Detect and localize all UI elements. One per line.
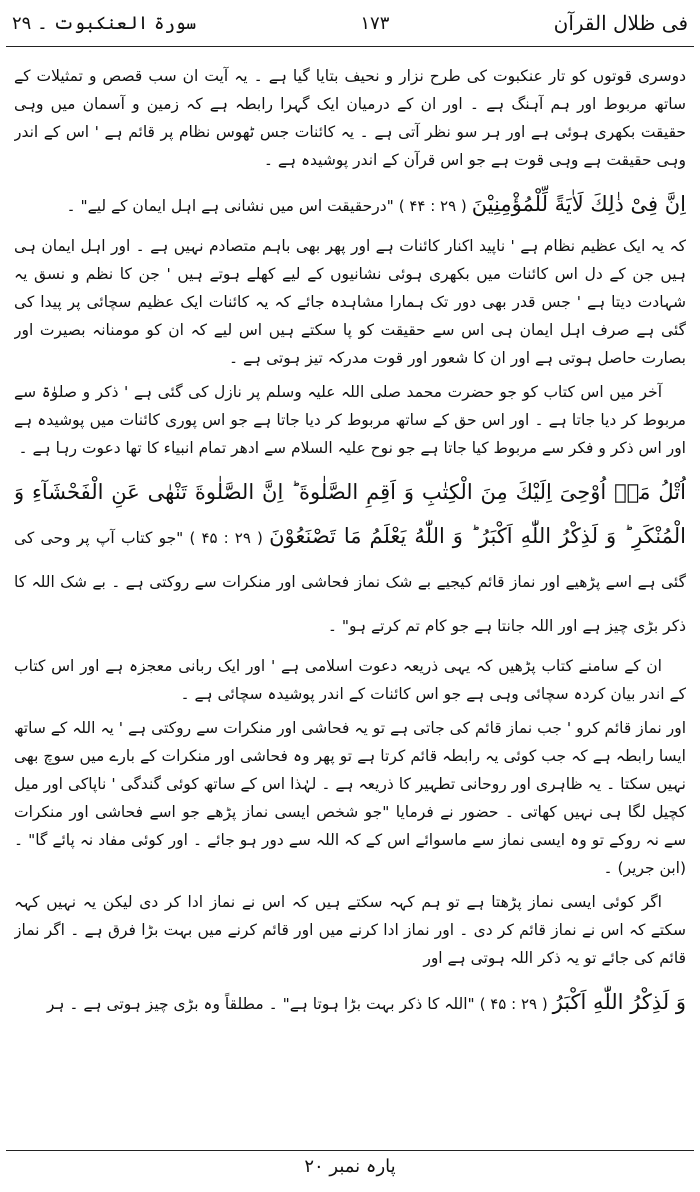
- verse-reference: ( ۲۹ : ۴۵ ): [189, 529, 263, 547]
- verse-translation: "درحقیقت اس میں نشانی ہے اہل ایمان کے لیے" ۔: [66, 197, 394, 215]
- verse-arabic: اِنَّ فِیْ ذٰلِكَ لَاٰیَةً لِّلْمُؤْمِنِیْنَ: [471, 192, 686, 216]
- footer-divider: [6, 1150, 694, 1151]
- paragraph-1: دوسری قوتوں کو تار عنکبوت کی طرح نزار و نحیف بتایا گیا ہے ۔ یہ آیت ان سب قصص و تمثیلات کے ساتھ مربوط اور ہم آہنگ ہے ۔ اور ان کے درمیان ایک گہرا رابطہ ہے کہ زمین و آسمان میں وہی حقیقت بکھری ہوئی ہے اور ہر سو نظر آتی ہے ۔ یہ کائنات جس ٹھوس نظام پر قائم ہے ' اس کے اندر وہی حقیقت ہے وہی قوت ہے جو اس قرآن کے اندر پوشیدہ ہے ۔: [14, 67, 686, 169]
- page-footer: [0, 1156, 700, 1186]
- verse-reference: ( ۲۹ : ۴۴ ): [398, 197, 467, 215]
- verse-block-3: [14, 982, 686, 1026]
- verse-reference: ( ۲۹ : ۴۵ ): [479, 995, 548, 1013]
- header-divider: [6, 46, 694, 47]
- verse-translation: "اللہ کا ذکر بہت بڑا ہوتا ہے" ۔ مطلقاً وہ بڑی چیز ہوتی ہے ۔ ہر: [46, 995, 475, 1013]
- paragraph-4: ان کے سامنے کتاب پڑھیں کہ یہی ذریعہ دعوت اسلامی ہے ' اور ایک ربانی معجزہ ہے اور اس کتاب کے اندر بیان کردہ سچائی وہی ہے جو اس کائنات کے اندر پوشیدہ سچائی ہے ۔: [14, 657, 686, 703]
- page-number: ۱۷۳: [360, 12, 390, 34]
- paragraph-2: کہ یہ ایک عظیم نظام ہے ' ناپید اکنار کائنات ہے اور پھر بھی باہم متصادم نہیں ہے ۔ اور اہل ایمان ہی ہیں جن کے دل اس کائنات میں بکھری ہوئی نشانیوں کے لیے کھلے ہوتے ہیں ' جن کا نظم و نسق یہ شہادت دیتا ہے ' جس قدر بھی دور تک ہمارا مشاہدہ جائے کہ یہ کائنات ایک عظیم سچائی پر پیدا کی گئی ہے صرف اہل ایمان ہی اس سے حقیقت کو پا سکتے ہیں اس لیے کہ ان کو مومنانہ بصیرت اور بصارت حاصل ہوتی ہے اور ان کا شعور اور قوت مدرکہ تیز ہوتی ہے ۔: [14, 237, 686, 367]
- verse-block-2: [14, 472, 686, 648]
- verse-translation: "جو کتاب آپ پر وحی کی گئی ہے اسے پڑھیے اور نماز قائم کیجیے بے شک نماز فحاشی اور منکرات سے روکتی ہے ۔ بے شک اللہ کا ذکر بڑی چیز ہے اور اللہ جانتا ہے جو کام تم کرتے ہو" ۔: [14, 529, 686, 635]
- verse-block-1: [14, 184, 686, 228]
- verse-arabic: وَ لَذِكْرُ اللّٰهِ اَكْبَرُ: [552, 990, 686, 1014]
- book-title: فی ظلال القرآن: [553, 11, 688, 35]
- page-header: [12, 6, 688, 40]
- paragraph-5: اور نماز قائم کرو ' جب نماز قائم کی جاتی ہے تو یہ فحاشی اور منکرات سے روکتی ہے ' یہ اللہ کے ساتھ ایسا رابطہ ہے کہ جب کوئی یہ رابطہ قائم کرتا ہے تو پھر وہ فحاشی اور منکرات کے بارے میں سوچ بھی نہیں سکتا ۔ یہ ظاہری اور روحانی تطہیر کا ذریعہ ہے ۔ لہٰذا اس کے ساتھ کوئی گندگی ' ناپاکی اور میل کچیل لگا ہی نہیں کھاتی ۔ حضور نے فرمایا "جو شخص ایسی نماز پڑھے جو اسے فحاشی اور منکرات سے نہ روکے تو وہ ایسی نماز سے ماسوائے اس کے کہ اللہ سے دور ہو جائے ۔ اور کوئی مفاد نہ پائے گا" ۔ (ابن جریر) ۔: [14, 719, 686, 877]
- surah-title: سورۃ العنکبوت ۔ ۲۹: [12, 12, 197, 34]
- para-number: پارہ نمبر ۲۰: [304, 1156, 396, 1177]
- verse-arabic: اُتْلُ مَاۤ اُوْحِیَ اِلَیْكَ مِنَ الْكِتٰبِ وَ اَقِمِ الصَّلٰوةَ ؕ اِنَّ الصَّلٰوةَ تَنْهٰی عَنِ الْفَحْشَآءِ وَ الْمُنْكَرِ ؕ وَ لَذِكْرُ اللّٰهِ اَكْبَرُ ؕ وَ اللّٰهُ یَعْلَمُ مَا تَصْنَعُوْنَ: [14, 480, 686, 548]
- paragraph-6: اگر کوئی ایسی نماز پڑھتا ہے تو ہم کہہ سکتے ہیں کہ اس نے نماز ادا کر دی لیکن یہ نہیں کہہ سکتے کہ اس نے نماز قائم کر دی ۔ اور نماز ادا کرنے میں اور قائم کرنے میں بہت بڑا فرق ہے ۔ اگر نماز قائم کی جائے تو یہ ذکر اللہ ہوتی ہے اور: [14, 893, 686, 967]
- paragraph-3: آخر میں اس کتاب کو جو حضرت محمد صلی اللہ علیہ وسلم پر نازل کی گئی ہے ' ذکر و صلوٰۃ سے مربوط کر دیا جاتا ہے ۔ اور اس حق کے ساتھ مربوط کر دیا جاتا ہے جو اس پوری کائنات میں پوشیدہ ہے اور اس ذکر و فکر سے مربوط کیا جاتا ہے جو نوح علیہ السلام سے ادھر تمام انبیاء کا تھا دعوت رہا ہے ۔: [14, 383, 686, 457]
- page-body: [14, 62, 686, 1144]
